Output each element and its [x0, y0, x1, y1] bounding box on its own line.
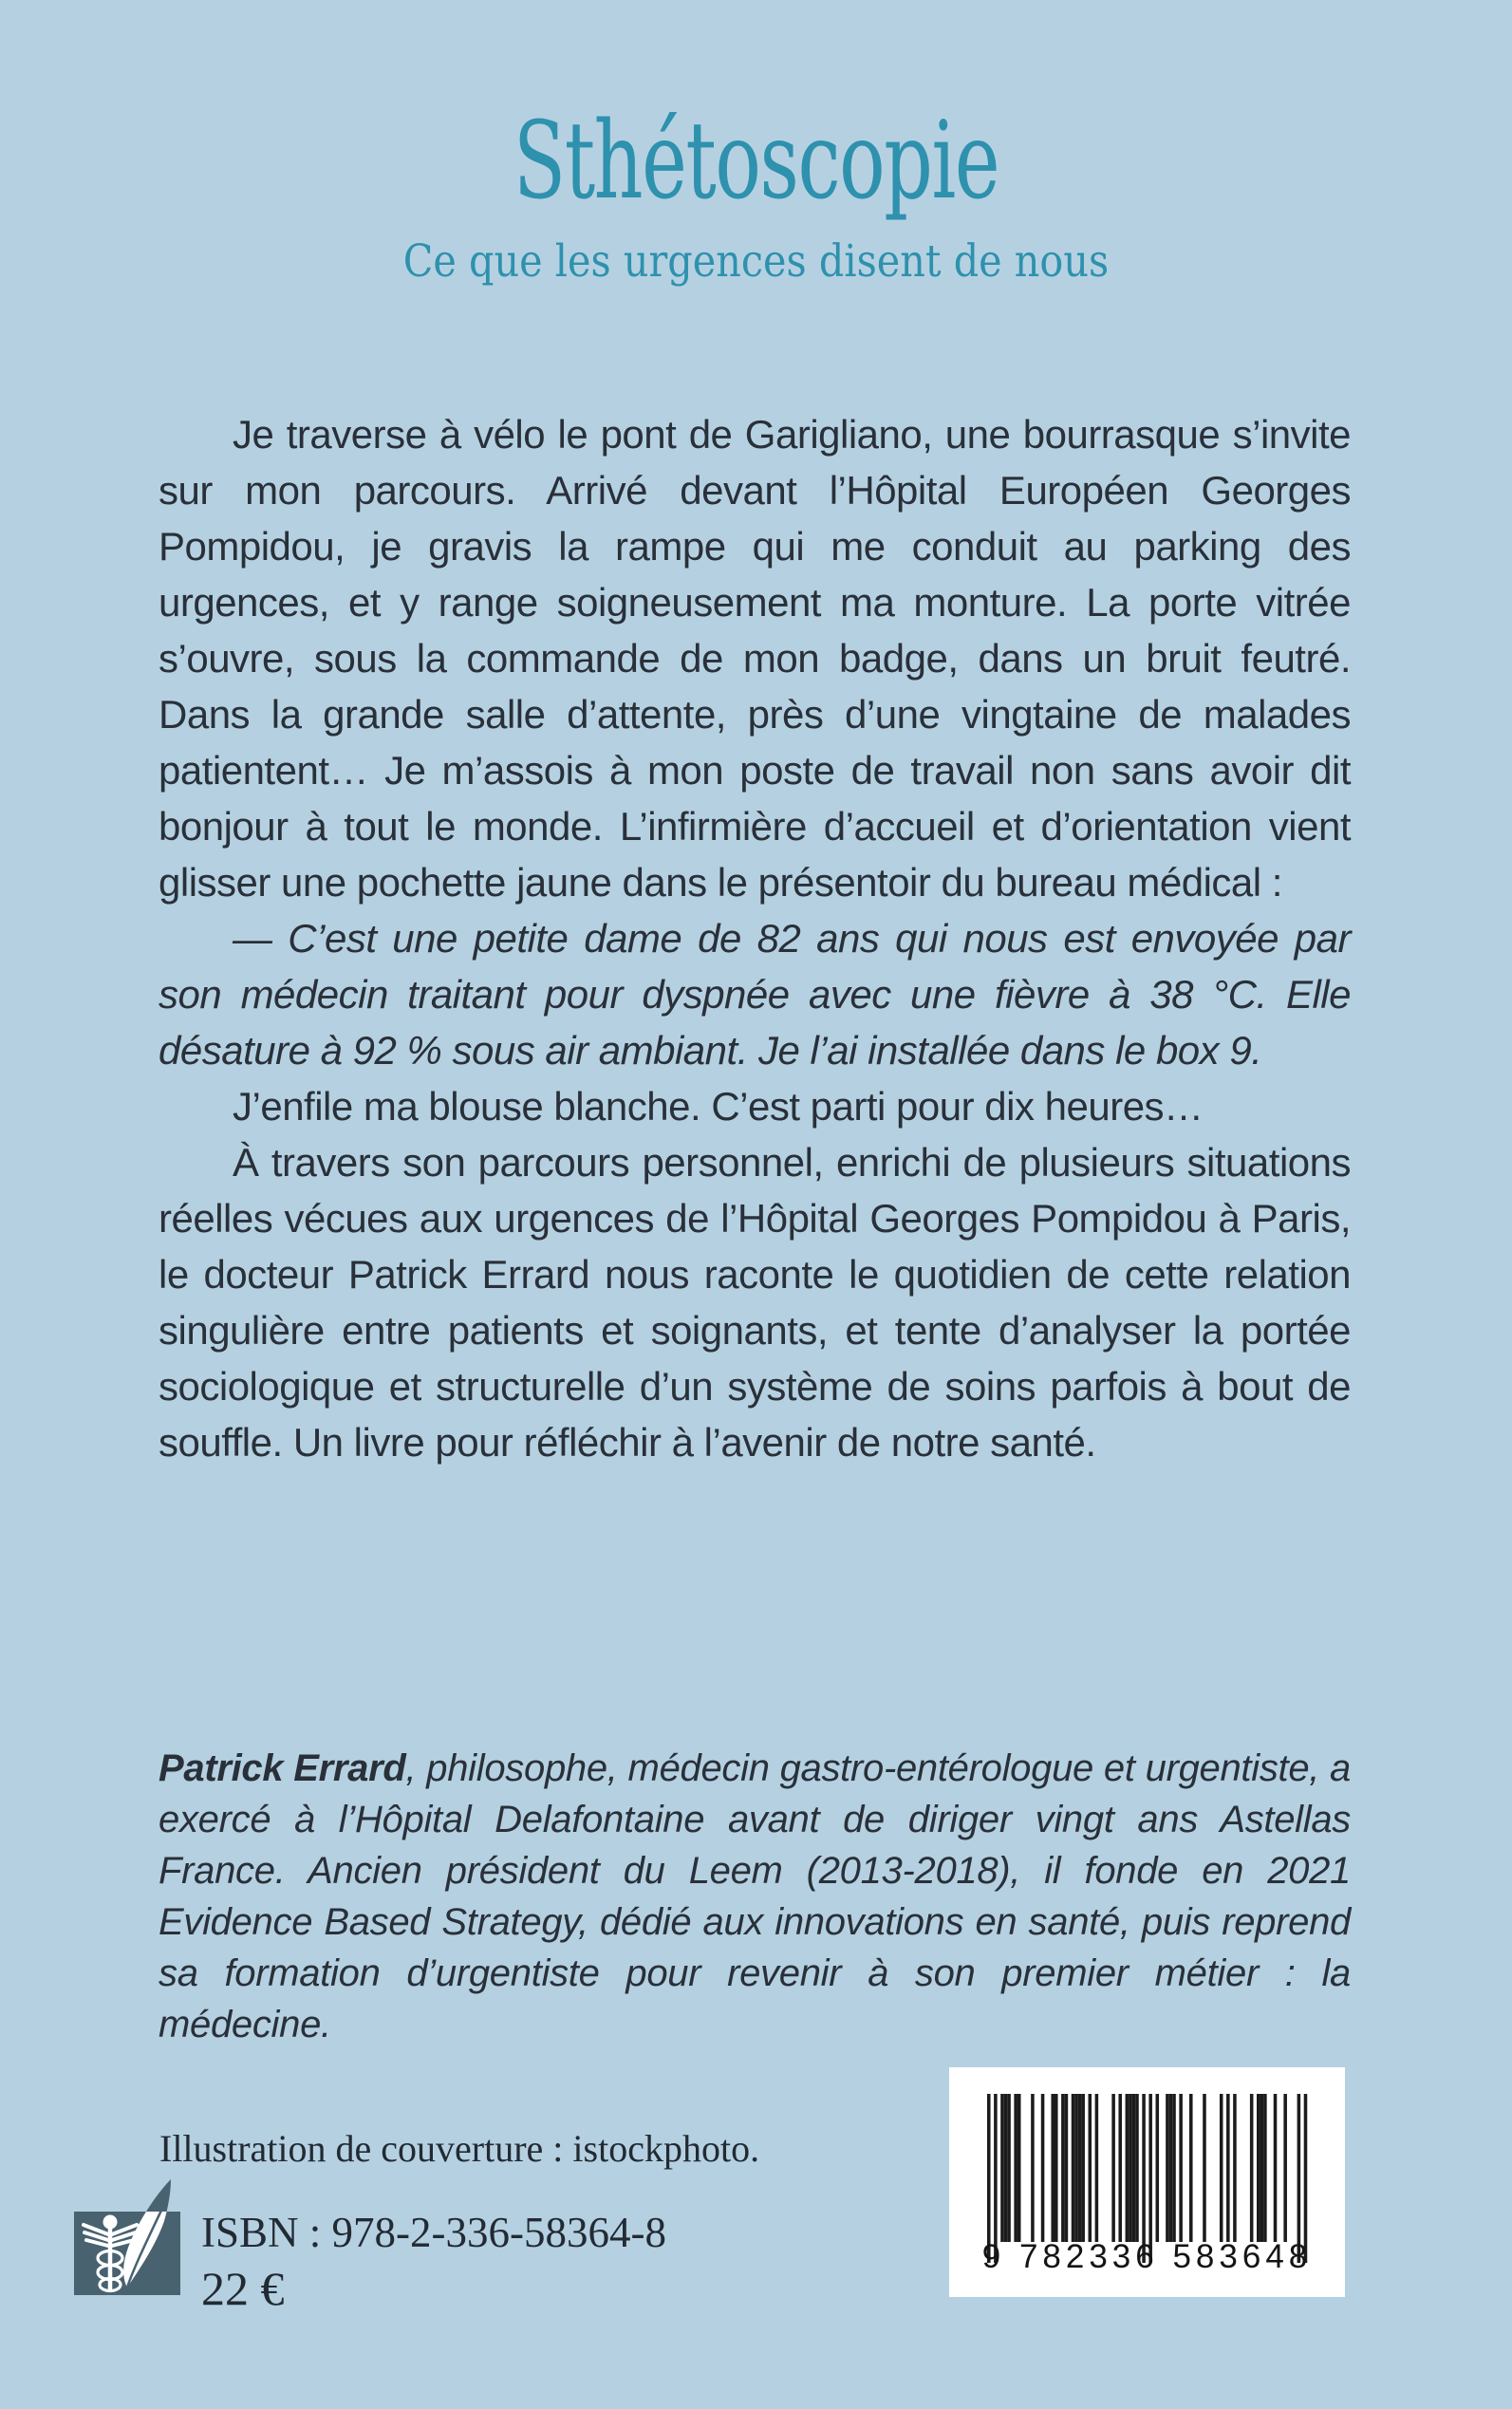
paragraph-dialogue: — C’est une petite dame de 82 ans qui nous est envoyée par son médecin traitant pour dyspnée avec une fièvre à 38 °C. Elle désature à 92 % sous air ambiant. Je l’ai installée dans le box 9.: [159, 916, 1351, 1073]
author-bio-text: , philosophe, médecin gastro-entérologue et urgentiste, a exercé à l’Hôpital Delafontaine avant de diriger vingt ans Astellas France. Ancien président du Leem (2013-2018), il fonde en 2021 Evidence Based Strategy, dédié aux innovations en santé, puis reprend sa formation d’urgentiste pour revenir à son premier métier : la médecine.: [159, 1747, 1351, 2045]
author-name: Patrick Errard: [159, 1747, 406, 1789]
back-cover-text: [159, 406, 1351, 1470]
cover-illustration-credit: Illustration de couverture : istockphoto.: [159, 2127, 760, 2170]
book-title: Sthétoscopie: [513, 100, 999, 223]
paragraph-blouse: J’enfile ma blouse blanche. C’est parti pour dix heures…: [233, 1084, 1204, 1129]
paragraph-intro: Je traverse à vélo le pont de Garigliano, une bourrasque s’invite sur mon parcours. Arrivé devant l’Hôpital Européen Georges Pompidou, je gravis la rampe qui me conduit au parking des urgences, et y range soigneusement ma monture. La porte vitrée s’ouvre, sous la commande de mon badge, dans un bruit feutré. Dans la grande salle d’attente, près d’une vingtaine de malades patientent… Je m’assois à mon poste de travail non sans avoir dit bonjour à tout le monde. L’infirmière d’accueil et d’orientation vient glisser une pochette jaune dans le présentoir du bureau médical :: [159, 412, 1351, 905]
publisher-logo: [72, 2177, 205, 2299]
price-label: 22 €: [201, 2262, 285, 2315]
paragraph-summary: À travers son parcours personnel, enrichi de plusieurs situations réelles vécues aux urgences de l’Hôpital Georges Pompidou à Paris, le docteur Patrick Errard nous raconte le quotidien de cette relation singulière entre patients et soignants, et tente d’analyser la portée sociologique et structurelle d’un système de soins parfois à bout de souffle. Un livre pour réfléchir à l’avenir de notre santé.: [159, 1140, 1351, 1465]
isbn-label: ISBN : 978-2-336-58364-8: [201, 2209, 666, 2256]
barcode: [949, 2067, 1345, 2297]
book-subtitle: Ce que les urgences disent de nous: [402, 234, 1110, 288]
author-bio: [159, 1743, 1351, 2050]
barcode-digits: 9 782336 583648: [981, 2238, 1313, 2275]
cover-header: [0, 100, 1512, 288]
